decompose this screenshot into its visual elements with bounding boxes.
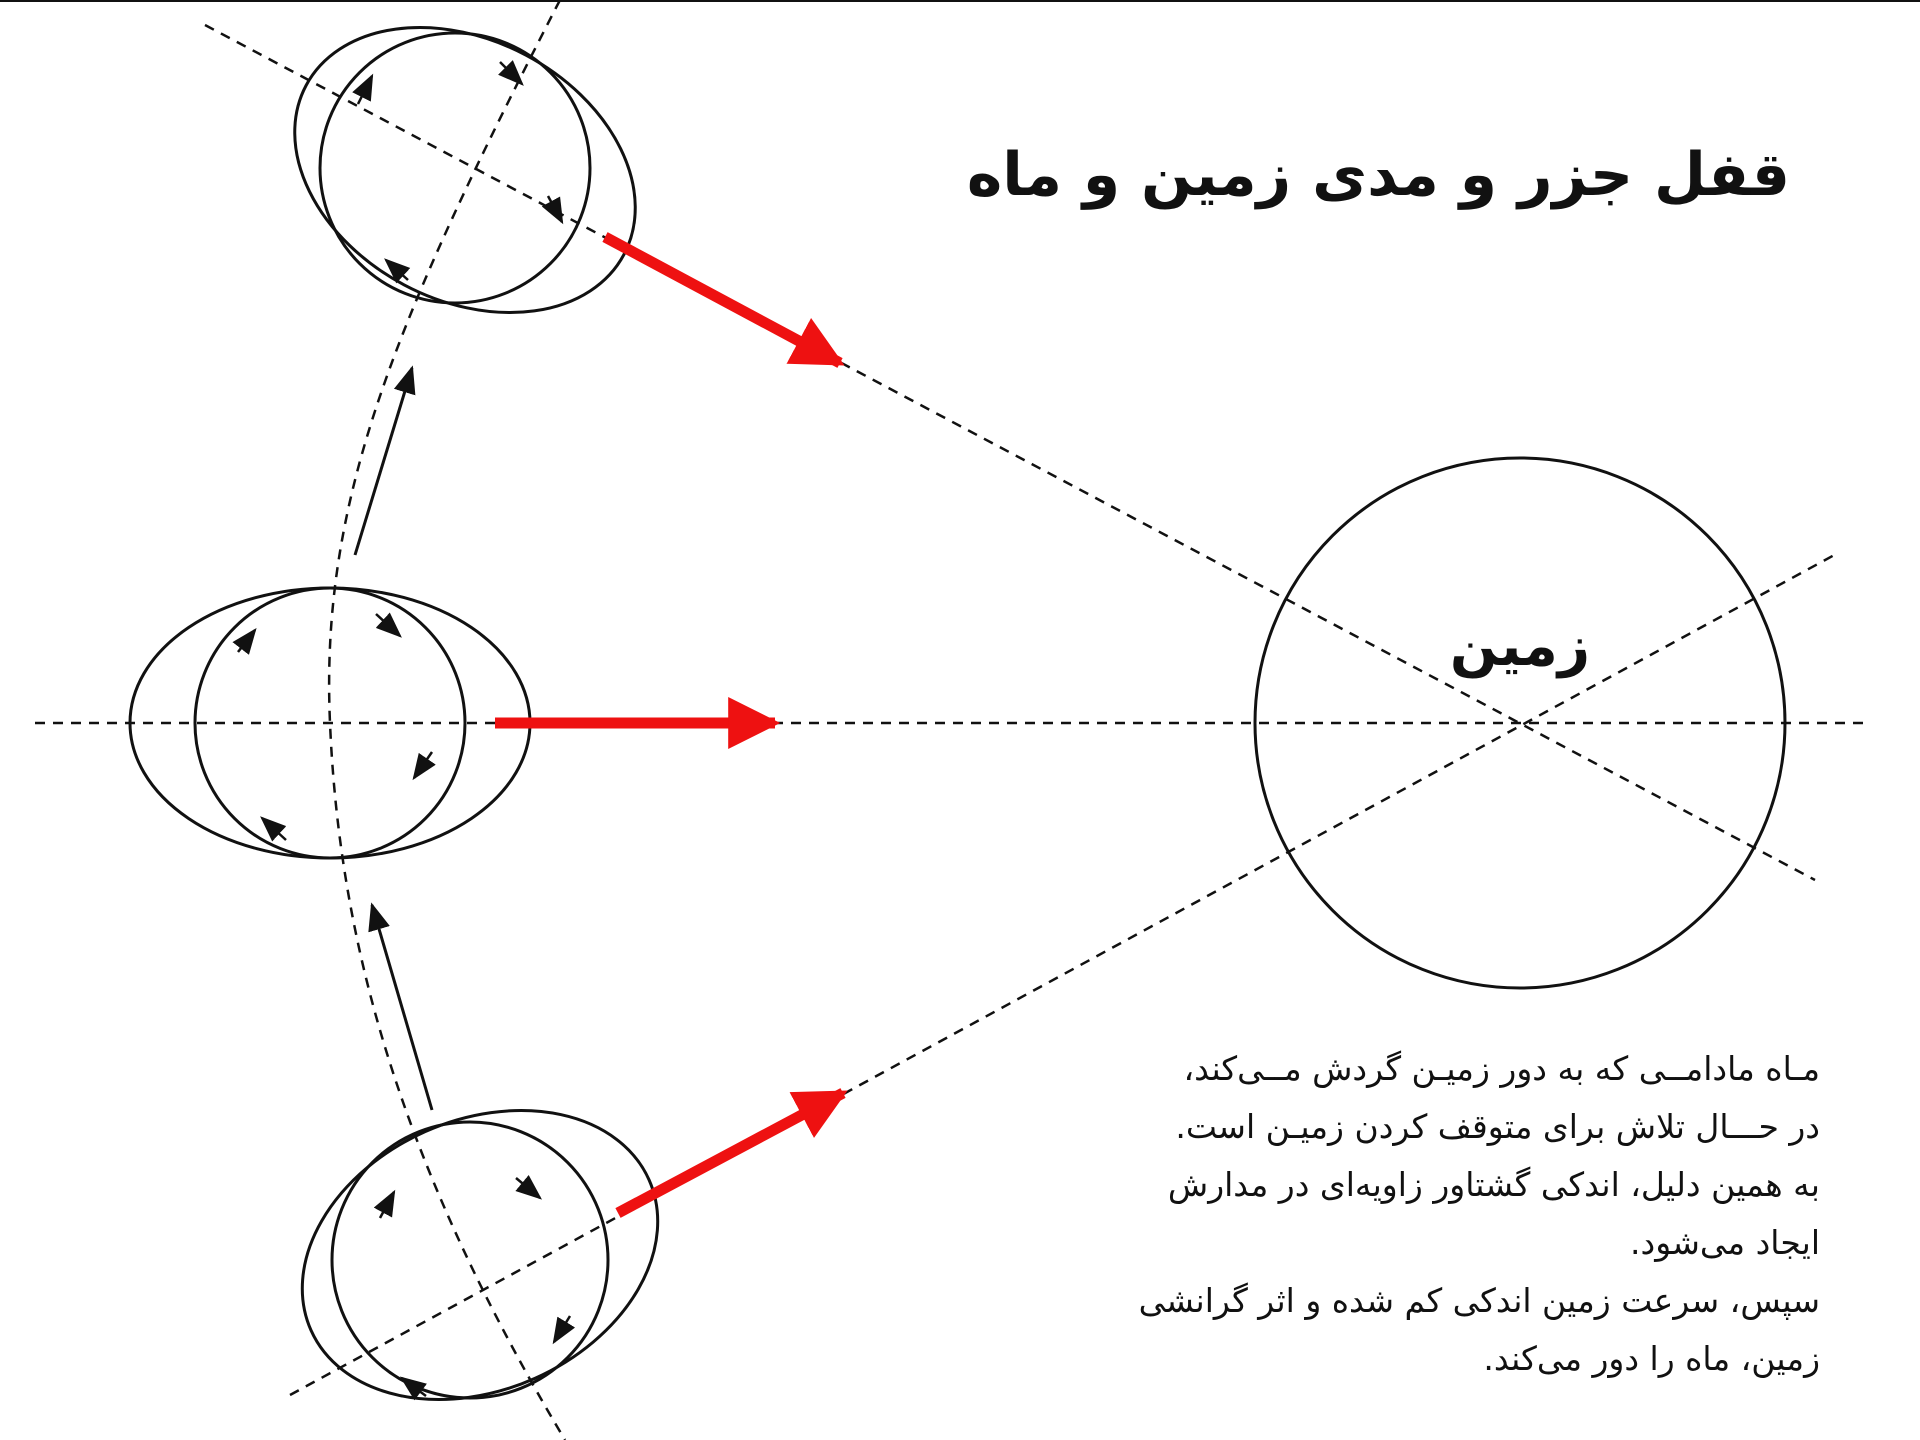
moon-bottom-tidal-bulge [256,1056,704,1440]
moon-bottom-spin-arrow [402,1378,426,1396]
moon-bottom-body [332,1122,608,1398]
moon-top-spin-arrow [358,76,372,104]
description-line: ایجاد می‌شود. [1630,1223,1820,1262]
moon-bottom-spin-arrow [554,1316,570,1342]
description-line: به همین دلیل، اندکی گشتاور زاویه‌ای در مدارش [1167,1165,1820,1204]
moon-top-spin-arrow [548,196,562,222]
orbit-direction-arrow [355,368,412,555]
moon-bottom [256,1056,704,1440]
moon-middle-spin-arrow [262,818,286,840]
force-arrow-top [605,237,840,363]
description-line: سپس، سرعت زمین اندکی کم شده و اثر گرانشی [1138,1281,1820,1320]
description-line: زمین، ماه را دور می‌کند. [1483,1339,1820,1378]
moon-top-spin-arrow [500,62,522,84]
page-title: قفل جزر و مدی زمین و ماه [966,140,1790,210]
moon-top [245,0,685,369]
force-arrow-bottom [618,1093,843,1213]
moon-top-body [320,33,590,303]
description-line: در حـــال تلاش برای متوقف کردن زمیـن است. [1175,1107,1820,1146]
orbit-direction-arrow [372,905,432,1110]
description-line: مـاه مادامــی که به دور زمیـن گردش مــی‌کند، [1183,1049,1820,1088]
moon-middle-spin-arrow [376,614,400,636]
moon-bottom-spin-arrow [516,1178,540,1198]
moon-top-tidal-bulge [245,0,685,369]
earth-label: زمین [1449,614,1591,679]
moon-middle-spin-arrow [414,752,432,778]
description-text [1080,1040,1820,1388]
moon-bottom-spin-arrow [380,1192,394,1218]
moon-middle-spin-arrow [238,630,255,652]
